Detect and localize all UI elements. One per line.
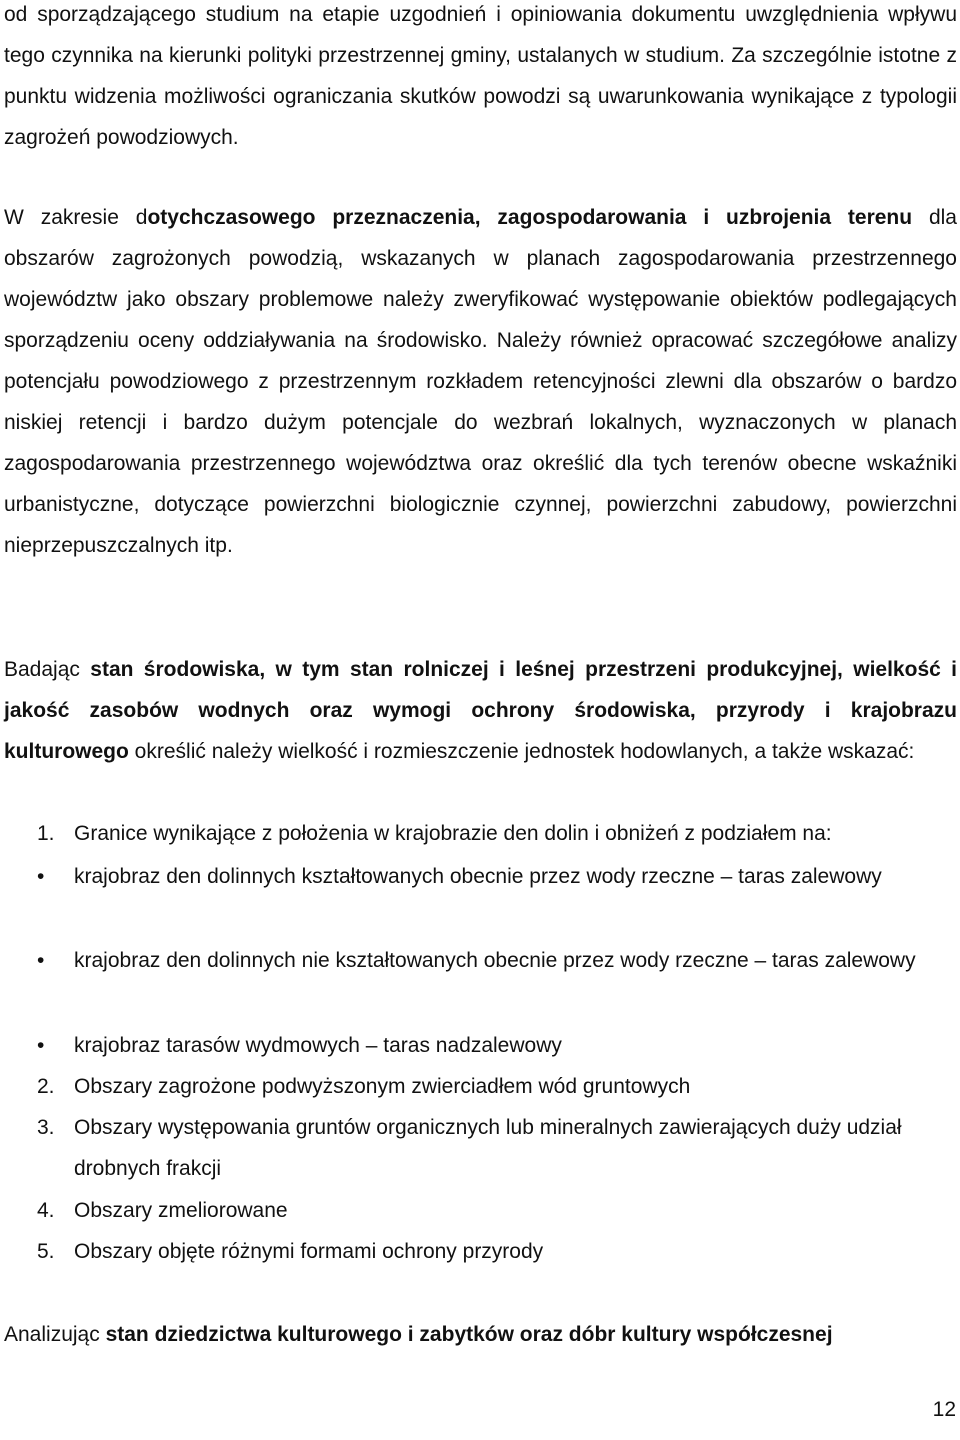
bullet-icon: • [37, 865, 45, 888]
list-text-4: Obszary zmeliorowane [74, 1199, 288, 1222]
list-number-4: 4. [37, 1199, 55, 1222]
list-number-1: 1. [37, 822, 55, 845]
paragraph-environment-intro: Badając [4, 658, 91, 681]
bullet-text-1: krajobraz den dolinnych kształtowanych obecnie przez wody rzeczne – taras zalewowy [74, 865, 882, 888]
list-number-5: 5. [37, 1240, 55, 1263]
list-text-3: Obszary występowania gruntów organicznych lub mineralnych zawierających duży udział drobnych frakcji [74, 1116, 902, 1180]
list-text-2: Obszary zagrożone podwyższonym zwierciadłem wód gruntowych [74, 1075, 691, 1098]
paragraph-cultural-heritage [4, 1314, 957, 1355]
paragraph-environment-body: określić należy wielkość i rozmieszczenie jednostek hodowlanych, a także wskazać: [128, 740, 915, 763]
paragraph-flood-typology: od sporządzającego studium na etapie uzgodnień i opiniowania dokumentu uwzględnienia wpływu tego czynnika na kierunki polityki przestrzennej gminy, ustalanych w studium. Za szczególnie istotne z punktu widzenia możliwości ograniczania skutków powodzi są uwarunkowania wynikające z typologii zagrożeń powodziowych. [4, 3, 957, 149]
bullet-icon: • [37, 949, 45, 972]
list-number-2: 2. [37, 1075, 55, 1098]
list-number-3: 3. [37, 1116, 55, 1139]
paragraph-land-use-intro: W zakresie d [4, 206, 148, 229]
paragraph-land-use-body: dla obszarów zagrożonych powodzią, wskazanych w planach zagospodarowania przestrzennego województw jako obszary problemowe należy zweryfikować występowanie obiektów podlegających sporządzeniu oceny oddziaływania na środowisko. Należy również opracować szczegółowe analizy potencjału powodziowego z przestrzennym rozkładem retencyjności zlewni dla obszarów o bardzo niskiej retencji i bardzo dużym potencjale do wezbrań lokalnych, wyznaczonych w planach zagospodarowania przestrzennego województwa oraz określić dla tych terenów obecne wskaźniki urbanistyczne, dotyczące powierzchni biologicznie czynnej, powierzchni zabudowy, powierzchni nieprzepuszczalnych itp. [4, 206, 957, 557]
list-text-1: Granice wynikające z położenia w krajobrazie den dolin i obniżeń z podziałem na: [74, 822, 832, 845]
paragraph-cultural-heritage-intro: Analizując [4, 1323, 106, 1346]
bullet-icon: • [37, 1034, 45, 1057]
bullet-text-3: krajobraz tarasów wydmowych – taras nadzalewowy [74, 1034, 562, 1057]
paragraph-land-use [4, 197, 957, 566]
list-text-5: Obszary objęte różnymi formami ochrony przyrody [74, 1240, 544, 1263]
paragraph-cultural-heritage-bold: stan dziedzictwa kulturowego i zabytków oraz dóbr kultury współczesnej [105, 1323, 833, 1346]
page-number: 12 [932, 1398, 956, 1421]
paragraph-land-use-bold: otychczasowego przeznaczenia, zagospodarowania i uzbrojenia terenu [147, 206, 913, 229]
paragraph-environment [4, 649, 957, 772]
paragraph-environment-bold: stan środowiska, w tym stan rolniczej i leśnej przestrzeni produkcyjnej, wielkość i jakość zasobów wodnych oraz wymogi ochrony środowiska, przyrody i krajobrazu kulturowego [4, 658, 957, 763]
bullet-text-2: krajobraz den dolinnych nie kształtowanych obecnie przez wody rzeczne – taras zalewowy [74, 949, 916, 972]
